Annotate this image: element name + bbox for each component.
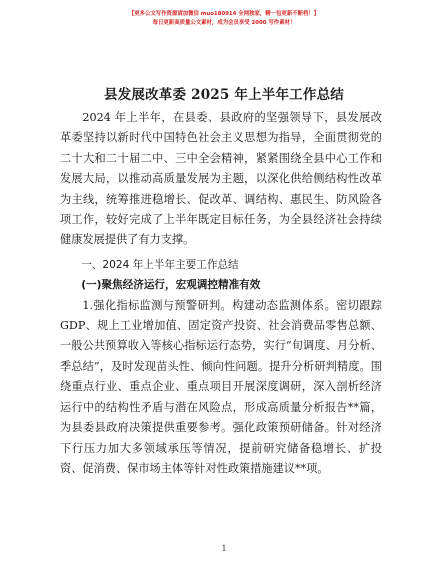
banner-line-1: 【更多公文写作资源请加微信 muo180914 全网独家，精一包更新不断档！】 (128, 11, 320, 17)
document-body (60, 108, 382, 479)
intro-paragraph: 2024 年上半年，在县委、县政府的坚强领导下，县发展改革委坚持以新时代中国特色社会主义思想为指导，全面贯彻党的二十大和二十届二中、三中全会精神，紧紧围绕全县中心工作和发展大局，以推动高质量发展为主题，以深化供给侧结构性改革为主线，统筹推进稳增长、促改革、调结构、惠民生、防风险各项工作，较好完成了上半年既定目标任务，为全县经济社会持续健康发展提供了有力支撑。 (60, 111, 382, 247)
section-heading: 一、2024 年上半年主要工作总结 (81, 258, 239, 271)
page-number: 1 (221, 544, 227, 553)
document-title: 县发展改革委 2025 年上半年工作总结 (104, 87, 344, 103)
subsection-heading: (一)聚焦经济运行，宏观调控精准有效 (81, 279, 261, 292)
banner-line-2: 每日更新高质量公文素材，成为会员享受 2000 写作素材！ (152, 20, 296, 26)
header-banner (0, 10, 448, 28)
item-paragraph: 1.强化指标监测与预警研判。构建动态监测体系。密切跟踪 GDP、规上工业增加值、固定资产投资、社会消费品零售总额、一般公共预算收入等核心指标运行态势，实行“旬调度、月分析、季总结”，及时发现苗头性、倾向性问题。提升分析研判精度。围绕重点行业、重点企业、重点项目开展深度调研，深入剖析经济运行中的结构性矛盾与潜在风险点，形成高质量分析报告**篇，为县委县政府决策提供重要参考。强化政策预研储备。针对经济下行压力加大多领域承压等情况，提前研究储备稳增长、扩投资、促消费、保市场主体等针对性政策措施建议**项。 (60, 298, 382, 475)
